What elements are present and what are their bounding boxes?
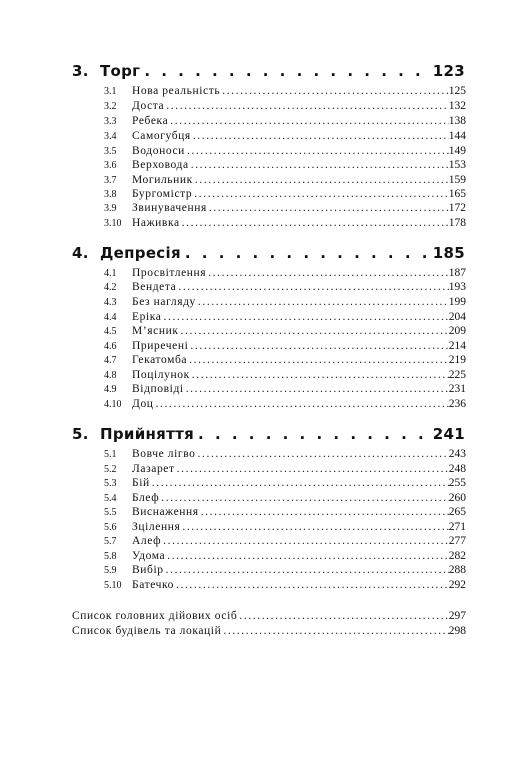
dot-leader [209, 201, 449, 216]
chapter-page: 185 [432, 244, 465, 262]
section-page: 132 [448, 100, 466, 112]
section-page: 125 [448, 85, 466, 97]
section-page: 255 [448, 477, 466, 489]
toc-entry [104, 99, 466, 114]
section-title: Самогубця [132, 130, 191, 142]
chapter-heading [72, 244, 465, 262]
section-page: 243 [448, 448, 466, 460]
section-page: 277 [448, 535, 466, 547]
section-number: 3.1 [104, 86, 117, 97]
section-number: 3.3 [104, 116, 117, 127]
section-page: 271 [448, 521, 466, 533]
section-number: 5.4 [104, 493, 117, 504]
chapter-heading [72, 425, 465, 443]
section-number: 4.2 [104, 282, 117, 293]
section-page: 138 [448, 115, 466, 127]
section-title: Блеф [132, 492, 160, 504]
dot-leader [163, 534, 449, 549]
appendix-title: Список будівель та локацій [72, 625, 222, 637]
dot-leader [177, 462, 449, 477]
section-title: Батечко [132, 579, 174, 591]
dot-leader [201, 505, 449, 520]
dot-leader [161, 491, 448, 506]
appendix-title: Список головних дійових осіб [72, 610, 238, 622]
section-title: Відповіді [132, 383, 184, 395]
dot-leader [198, 425, 429, 443]
section-title: Наживка [132, 217, 180, 229]
section-page: 159 [448, 174, 466, 186]
toc-entry [104, 549, 466, 564]
toc-entry [104, 310, 466, 325]
section-title: Доста [132, 100, 165, 112]
dot-leader [178, 280, 448, 295]
section-page: 219 [448, 354, 466, 366]
section-title: Виснаження [132, 506, 199, 518]
section-page: 292 [448, 579, 466, 591]
toc-entry [104, 201, 466, 216]
section-number: 5.1 [104, 449, 117, 460]
dot-leader [194, 187, 448, 202]
chapter-title: Депресія [100, 244, 181, 262]
toc-entry [104, 266, 466, 281]
dot-leader [156, 397, 449, 412]
section-page: 153 [448, 159, 466, 171]
section-number: 3.10 [104, 218, 122, 229]
dot-leader [208, 266, 449, 281]
section-number: 5.8 [104, 551, 117, 562]
section-number: 4.1 [104, 268, 117, 279]
section-page: 260 [448, 492, 466, 504]
dot-leader [239, 609, 448, 624]
dot-leader [189, 353, 449, 368]
toc-entry [104, 462, 466, 477]
dot-leader [181, 324, 449, 339]
toc-entry [104, 173, 466, 188]
toc-entry [104, 491, 466, 506]
section-title: Вендета [132, 281, 177, 293]
section-title: М’ясник [132, 325, 179, 337]
section-number: 3.9 [104, 203, 117, 214]
section-title: Бургомістр [132, 188, 193, 200]
toc-entry [104, 447, 466, 462]
section-title: Еріка [132, 311, 162, 323]
toc-entry [104, 280, 466, 295]
dot-leader [223, 624, 448, 639]
toc-entry [104, 505, 466, 520]
dot-leader [191, 158, 449, 173]
chapter-number: 4. [72, 244, 89, 262]
toc-entry [104, 84, 466, 99]
toc-entry [104, 578, 466, 593]
chapter-title: Торг [100, 62, 141, 80]
section-title: Зцілення [132, 521, 181, 533]
dot-leader [182, 520, 448, 535]
section-page: 204 [448, 311, 466, 323]
section-page: 187 [448, 267, 466, 279]
section-page: 265 [448, 506, 466, 518]
dot-leader [195, 173, 449, 188]
section-number: 3.8 [104, 189, 117, 200]
dot-leader [166, 563, 449, 578]
toc-entry [104, 368, 466, 383]
toc-entry [104, 158, 466, 173]
dot-leader [176, 578, 449, 593]
toc-entry [104, 353, 466, 368]
section-title: Просвітлення [132, 267, 207, 279]
toc-entry [104, 129, 466, 144]
section-number: 4.7 [104, 355, 117, 366]
section-page: 225 [448, 369, 466, 381]
section-page: 178 [448, 217, 466, 229]
section-page: 288 [448, 564, 466, 576]
section-number: 5.7 [104, 536, 117, 547]
dot-leader [186, 382, 449, 397]
dot-leader [170, 114, 448, 129]
section-number: 5.3 [104, 478, 117, 489]
section-page: 214 [448, 340, 466, 352]
toc-entry [104, 324, 466, 339]
section-title: Алеф [132, 535, 162, 547]
section-page: 172 [448, 202, 466, 214]
dot-leader [185, 244, 429, 262]
section-title: Приречені [132, 340, 189, 352]
chapter-page: 123 [432, 62, 465, 80]
section-title: Удома [132, 550, 166, 562]
section-page: 248 [448, 463, 466, 475]
chapter-title: Прийняття [100, 425, 195, 443]
section-number: 3.2 [104, 101, 117, 112]
section-page: 231 [448, 383, 466, 395]
section-page: 282 [448, 550, 466, 562]
dot-leader [187, 144, 449, 159]
appendix-entry [72, 609, 466, 624]
appendix-entry [72, 624, 466, 639]
section-title: Вовче лігво [132, 448, 196, 460]
chapter-number: 5. [72, 425, 89, 443]
toc-entry [104, 144, 466, 159]
section-number: 3.6 [104, 160, 117, 171]
toc-entry [104, 520, 466, 535]
toc-entry [104, 382, 466, 397]
dot-leader [144, 62, 428, 80]
section-page: 193 [448, 281, 466, 293]
dot-leader [198, 447, 449, 462]
section-number: 3.4 [104, 131, 117, 142]
section-page: 149 [448, 145, 466, 157]
toc-entry [104, 397, 466, 412]
dot-leader [198, 295, 449, 310]
section-number: 4.5 [104, 326, 117, 337]
dot-leader [193, 129, 449, 144]
toc-entry [104, 295, 466, 310]
section-title: Поцілунок [132, 369, 190, 381]
chapter-number: 3. [72, 62, 89, 80]
toc-entry [104, 563, 466, 578]
section-title: Нова реальність [132, 85, 221, 97]
dot-leader [190, 339, 448, 354]
section-title: Могильник [132, 174, 193, 186]
dot-leader [164, 310, 449, 325]
toc-entry [104, 534, 466, 549]
section-number: 3.7 [104, 175, 117, 186]
appendix-page: 297 [448, 610, 466, 622]
toc-entry [104, 339, 466, 354]
section-number: 4.3 [104, 297, 117, 308]
chapter-page: 241 [432, 425, 465, 443]
dot-leader [192, 368, 449, 383]
section-number: 5.6 [104, 522, 117, 533]
section-page: 165 [448, 188, 466, 200]
section-page: 199 [448, 296, 466, 308]
toc-entry [104, 476, 466, 491]
section-number: 4.4 [104, 312, 117, 323]
section-number: 4.6 [104, 341, 117, 352]
section-title: Доц [132, 398, 154, 410]
toc-entry [104, 216, 466, 231]
section-number: 3.5 [104, 146, 117, 157]
dot-leader [152, 476, 449, 491]
section-title: Ребека [132, 115, 169, 127]
section-title: Вибір [132, 564, 164, 576]
appendix-page: 298 [448, 625, 466, 637]
section-title: Водоноси [132, 145, 185, 157]
section-page: 144 [448, 130, 466, 142]
section-number: 4.8 [104, 370, 117, 381]
dot-leader [166, 99, 448, 114]
section-number: 4.9 [104, 384, 117, 395]
section-number: 5.2 [104, 464, 117, 475]
section-title: Без нагляду [132, 296, 196, 308]
section-number: 5.10 [104, 580, 122, 591]
section-title: Лазарет [132, 463, 175, 475]
dot-leader [222, 84, 449, 99]
section-number: 5.5 [104, 507, 117, 518]
dot-leader [167, 549, 449, 564]
toc-entry [104, 187, 466, 202]
section-title: Гекатомба [132, 354, 188, 366]
toc-entry [104, 114, 466, 129]
section-number: 4.10 [104, 399, 122, 410]
section-title: Звинувачення [132, 202, 207, 214]
section-page: 209 [448, 325, 466, 337]
dot-leader [182, 216, 449, 231]
section-number: 5.9 [104, 565, 117, 576]
section-title: Бій [132, 477, 150, 489]
section-title: Верховода [132, 159, 189, 171]
section-page: 236 [448, 398, 466, 410]
chapter-heading [72, 62, 465, 80]
